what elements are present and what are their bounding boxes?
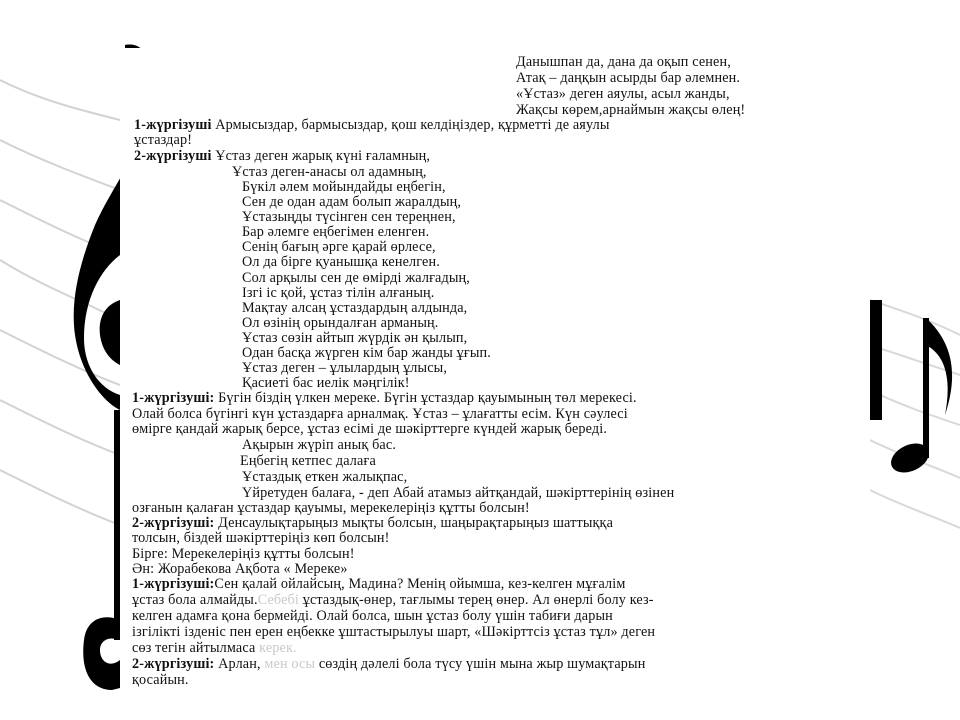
dialogue-line: 1-жүргізуші:Сен қалай ойлайсың, Мадина? Менің ойымша, кез-келген мұғалім [132,576,626,592]
speaker-label: 2-жүргізуші: [132,515,215,531]
poem-line: Сен де одан адам болып жаралдың, [242,194,462,210]
dialogue-line: ұстаз бола алмайды.Себебі ұстаздық-өнер, тағлымы терең өнер. Ал өнерлі болу кез- [132,592,654,608]
poem-line: Ол да бірге қуанышқа кенелген. [242,254,440,270]
poem-line: Одан басқа жүрген кім бар жанды ұғып. [242,345,491,361]
poem-line: Сенің бағың әрге қарай өрлесе, [242,239,436,255]
dialogue-line: 2-жүргізуші: Арлан, мен осы сөздің дәлелі бола түсу үшін мына жыр шумақтарын [132,656,646,672]
staff-lines-left [0,80,120,525]
epigraph-line: Жақсы көрем,арнаймын жақсы өлең! [516,102,746,118]
poem-line: Ұстазыңды түсінген сен тереңнен, [242,209,456,225]
speaker-label: 1-жүргізуші: [132,390,215,406]
dialogue-line: келген адамға қона бермейді. Олай болса, шын ұстаз болу үшін табиғи дарын [132,608,613,624]
dialogue-line: ізгілікті ізденіс пен ерен еңбекке ұштастырылуы шарт, «Шәкірттсіз ұстаз тұл» деген [132,624,656,640]
poem-line: Ол өзінің орындалған арманың. [242,315,439,331]
dialogue-line: сөз тегін айтылмаса керек. [132,640,297,656]
dialogue-line: өмірге қандай жарық берсе, ұстаз есімі де шәкірттерге күндей жарық береді. [132,421,608,437]
poem-line: Ұстаз деген-анасы ол адамның, [232,164,427,180]
dialogue-line: толсын, біздей шәкірттеріңіз көп болсын! [132,530,390,546]
speaker-label: 2-жүргізуші: [132,656,215,672]
dialogue-line: Бірге: Мерекелеріңіз құтты болсын! [132,546,355,562]
poem-line: Бүкіл әлем мойындайды еңбегін, [242,179,446,195]
poem-line: Ұстаз сөзін айтып жүрдік ән қылып, [242,330,468,346]
epigraph-line: Данышпан да, дана да оқып сенен, [516,54,731,70]
poem-line: Үйретуден балаға, - деп Абай атамыз айтқандай, шәкірттерінің өзінен [242,485,675,501]
poem-line: Сол арқылы сен де өмірді жалғадың, [242,270,470,286]
poem-line: Ұстаз деген – ұлылардың ұлысы, [242,360,448,376]
dialogue-line: ұстаздар! [134,132,193,148]
poem-line: Еңбегің кетпес далаға [240,453,376,469]
speaker-label: 1-жүргізуші: [132,576,215,592]
dialogue-line: 2-жүргізуші: Денсаулықтарыңыз мықты болсын, шаңырақтарыңыз шаттыққа [132,515,614,531]
poem-line: Бар әлемге еңбегімен еленген. [242,224,430,240]
epigraph-line: «Ұстаз» деген аяулы, асыл жанды, [516,86,730,102]
poem-line: Ұстаздық еткен жалықпас, [242,469,408,485]
speaker-label: 2-жүргізуші [134,148,212,164]
dialogue-line: 1-жүргізуші: Бүгін біздің үлкен мереке. Бүгін ұстаздар қауымының төл мерекесі. [132,390,637,406]
eighth-note-icon [870,300,952,478]
song-line: Ән: Жорабекова Ақбота « Мереке» [132,561,348,577]
poem-line: Ақырын жүріп анық бас. [242,437,397,453]
dialogue-line: 2-жүргізуші Ұстаз деген жарық күні ғаламның, [134,148,431,164]
epigraph-line: Атақ – даңқын асырды бар әлемнен. [516,70,741,86]
dialogue-line: 1-жүргізуші Армысыздар, бармысыздар, қош келдіңіздер, құрметті де аяулы [134,117,610,133]
dialogue-line: озғанын қалаған ұстаздар қауымы, мерекелеріңіз құтты болсын! [132,500,530,516]
staff-lines-right [870,300,960,528]
poem-line: Қасиеті бас иелік мәңгілік! [242,375,410,391]
speaker-label: 1-жүргізуші [134,117,212,133]
dialogue-line: қосайын. [132,672,189,688]
dialogue-line: Олай болса бүгінгі күн ұстаздарға арналмақ. Ұстаз – ұлағатты есім. Күн сәулесі [132,406,628,422]
document-page [120,48,870,688]
poem-line: Мақтау алсаң ұстаздардың алдында, [242,300,468,316]
poem-line: Ізгі іс қой, ұстаз тілін алғаның. [242,285,435,301]
